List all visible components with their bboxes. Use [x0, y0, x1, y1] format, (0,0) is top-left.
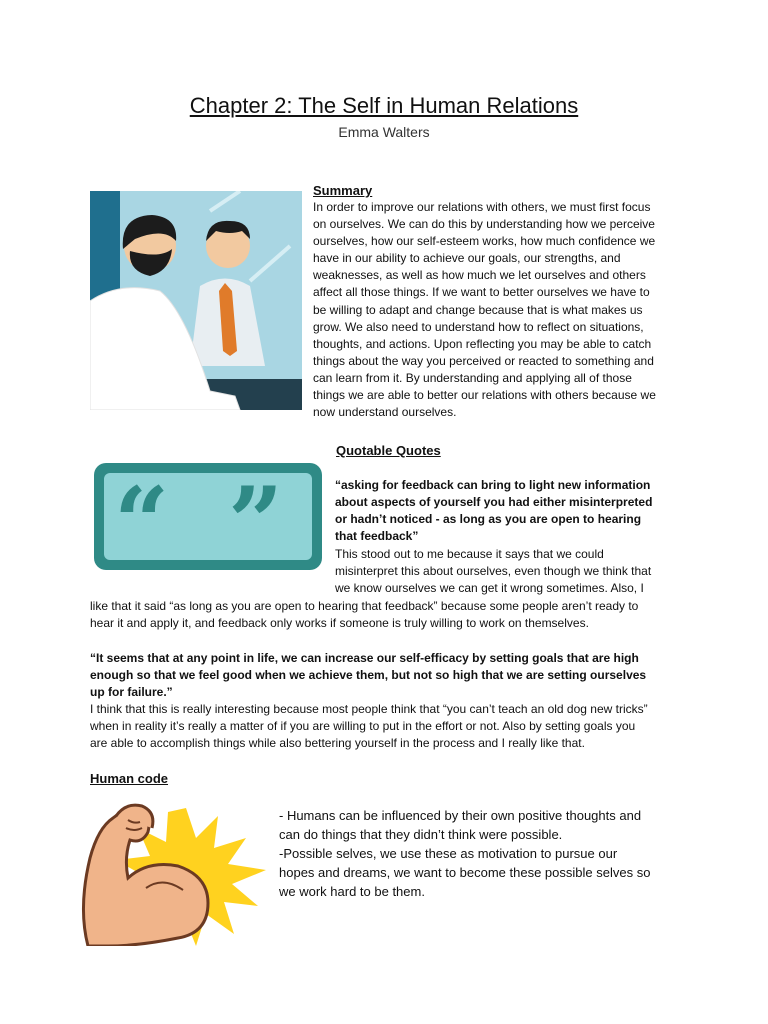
summary-line: things we are able to better our relations with others because we [313, 388, 656, 403]
svg-text:“: “ [114, 466, 170, 572]
quote-line: up for failure.” [90, 685, 173, 700]
summary-line: thoughts, and actions. Upon reflecting you may be able to catch [313, 336, 652, 351]
quote-line: or hadn’t noticed - as long as you are open to hearing [335, 512, 642, 527]
summary-line: now understand ourselves. [313, 405, 457, 420]
flexing-arm-icon [68, 798, 268, 946]
quote-one [335, 477, 695, 545]
summary-line: weaknesses, as well as how much we let ourselves and others [313, 268, 646, 283]
human-code-line: hopes and dreams, we want to become these possible selves so [279, 865, 651, 880]
reflection-line: hear it and apply it, and feedback only works if someone is truly willing to work on themselves. [90, 616, 589, 631]
reflection-line: are able to accomplish things while also bettering yourself in the process and I really like that. [90, 736, 585, 751]
summary-line: be willing to adapt and change because that is what makes us [313, 302, 643, 317]
summary-line: can learn from it. By understanding and applying all of those [313, 370, 632, 385]
summary-line: have in our ability to achieve our goals, our strengths, and [313, 251, 621, 266]
reflection-line: we know ourselves we can get it wrong sometimes. Also, I [335, 581, 644, 596]
summary-line: affect all those things. If we want to better ourselves we have to [313, 285, 650, 300]
quote-two [90, 650, 690, 701]
quote-line: enough so that we feel good when we achieve them, but not so high that we are setting ourselves [90, 668, 647, 683]
quotes-heading: Quotable Quotes [336, 443, 441, 458]
summary-line: ourselves, how our self-esteem works, how much confidence we [313, 234, 656, 249]
quote-line: that feedback” [335, 529, 419, 544]
summary-line: things about the way you perceived or reacted to something and [313, 353, 654, 368]
summary-paragraph [313, 199, 693, 421]
reflection-line: misinterpret this about ourselves, even though we think that [335, 564, 652, 579]
svg-text:”: ” [228, 466, 284, 572]
reflection-one-narrow [335, 546, 695, 597]
quote-line: “asking for feedback can bring to light new information [335, 478, 651, 492]
reflection-line: I think that this is really interesting because most people think that “you can’t teach an old dog new tricks” [90, 702, 648, 716]
mirror-reflection-illustration [90, 191, 302, 410]
human-code-line: -Possible selves, we use these as motivation to pursue our [279, 846, 618, 861]
reflection-line: This stood out to me because it says that we could [335, 547, 604, 561]
human-code-heading: Human code [90, 771, 169, 786]
author-name: Emma Walters [338, 124, 430, 140]
reflection-line: like that it said “as long as you are open to hearing that feedback” because some people aren’t ready to [90, 599, 639, 613]
reflection-one-wide [90, 598, 690, 632]
summary-line: on ourselves. We can do this by understanding how we perceive [313, 217, 655, 232]
reflection-two [90, 701, 690, 752]
human-code-list [279, 806, 689, 901]
human-code-line: we work hard to be them. [279, 884, 425, 899]
human-code-line: can do things that they didn’t think were possible. [279, 827, 563, 842]
reflection-line: when in reality it’s really a matter of if you are willing to put in the effort or not. Also by setting goals you [90, 719, 636, 734]
human-code-line: - Humans can be influenced by their own positive thoughts and [279, 808, 642, 823]
quote-line: about aspects of yourself you had either misinterpreted [335, 495, 653, 510]
page-title: Chapter 2: The Self in Human Relations [189, 93, 579, 118]
quotation-marks-icon [92, 461, 324, 572]
summary-line: grow. We also need to understand how to reflect on situations, [313, 319, 644, 334]
summary-heading: Summary [313, 183, 373, 198]
quote-line: “It seems that at any point in life, we can increase our self-efficacy by setting goals that are high [90, 651, 639, 665]
summary-line: In order to improve our relations with others, we must first focus [313, 200, 651, 214]
